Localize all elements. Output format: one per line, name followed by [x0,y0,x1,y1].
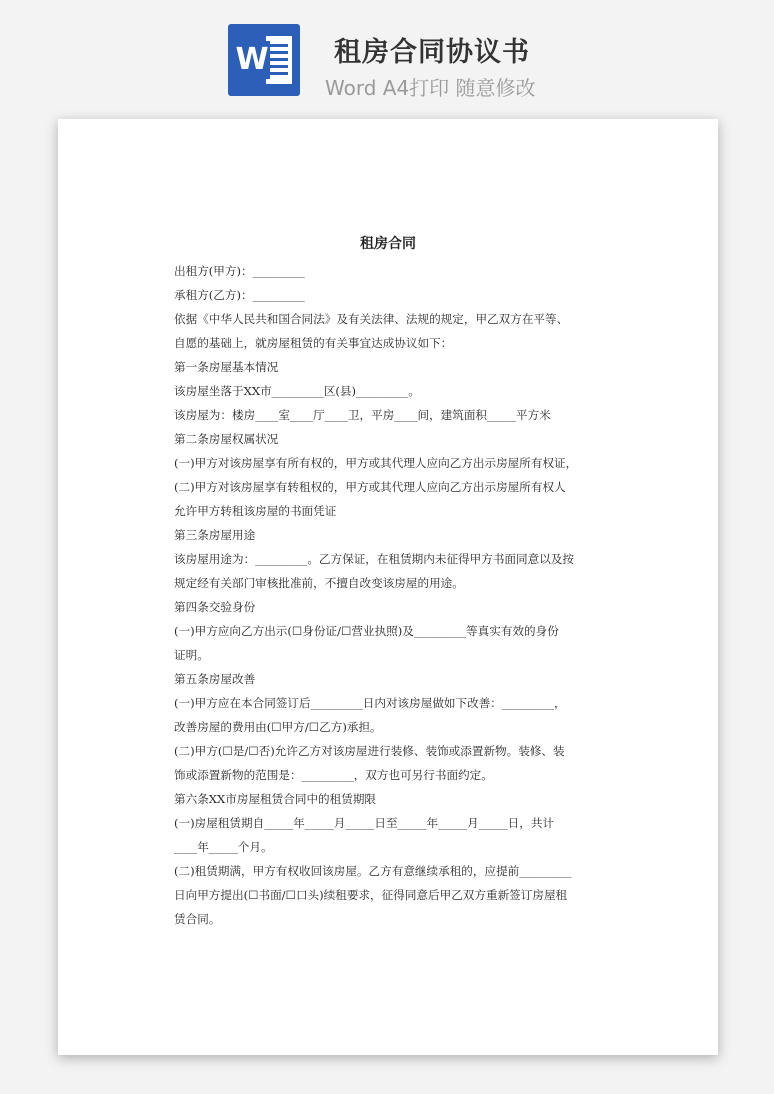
document-title: 租房合同 [360,236,416,252]
document-line: 改善房屋的费用由(☐甲方/☐乙方)承担。 [174,720,382,734]
document-line: (一)甲方应在本合同签订后_________日内对该房屋做如下改善：_________， [174,696,566,710]
document-line: ____年_____个月。 [174,840,273,854]
document-line: 自愿的基础上，就房屋租赁的有关事宜达成协议如下： [174,336,453,350]
document-line: (二)租赁期满，甲方有权收回该房屋。乙方有意继续承租的，应提前_________ [174,864,572,878]
banner-subtitle: Word A4打印 随意修改 [325,76,536,100]
document-line: 该房屋用途为：_________。乙方保证，在租赁期内未征得甲方书面同意以及按 [174,552,574,566]
word-letter-w: W [235,42,269,77]
document-line: 第六条XX市房屋租赁合同中的租赁期限 [174,792,377,806]
document-line: 允许甲方转租该房屋的书面凭证 [174,504,337,518]
document-line: 承租方(乙方)：_________ [174,288,305,302]
document-line: 依据《中华人民共和国合同法》及有关法律、法规的规定，甲乙双方在平等、 [174,312,569,326]
document-line: 第三条房屋用途 [174,528,256,542]
header-banner [0,0,774,110]
document-line: (一)甲方应向乙方出示(☐身份证/☐营业执照)及_________等真实有效的身份 [174,624,559,638]
document-line: 该房屋为：楼房____室____厅____卫，平房____间，建筑面积_____平方米 [174,408,551,422]
document-line: 该房屋坐落于XX市_________区(县)_________。 [174,384,420,398]
word-document-icon [228,24,300,96]
document-page [58,119,718,1055]
document-line: 饰或添置新物的范围是：_________，双方也可另行书面约定。 [174,768,493,782]
document-line: 第五条房屋改善 [174,672,256,686]
document-body [174,259,604,931]
document-line: 第一条房屋基本情况 [174,360,279,374]
document-line: (二)甲方对该房屋享有转租权的，甲方或其代理人应向乙方出示房屋所有权人 [174,480,566,494]
document-line: (一)甲方对该房屋享有所有权的，甲方或其代理人应向乙方出示房屋所有权证， [174,456,578,470]
document-line: (二)甲方(☐是/☐否)允许乙方对该房屋进行装修、装饰或添置新物。装修、装 [174,744,565,758]
banner-title: 租房合同协议书 [334,37,530,68]
document-line: 第二条房屋权属状况 [174,432,279,446]
document-line: 规定经有关部门审核批准前，不擅自改变该房屋的用途。 [174,576,464,590]
document-line: 第四条交验身份 [174,600,256,614]
document-line: (一)房屋租赁期自_____年_____月_____日至_____年_____月_____日，共计 [174,816,555,830]
document-line: 赁合同。 [174,912,221,926]
document-line: 日向甲方提出(☐书面/☐口头)续租要求，征得同意后甲乙双方重新签订房屋租 [174,888,568,902]
document-line: 出租方(甲方)：_________ [174,264,305,278]
document-line: 证明。 [174,648,209,662]
